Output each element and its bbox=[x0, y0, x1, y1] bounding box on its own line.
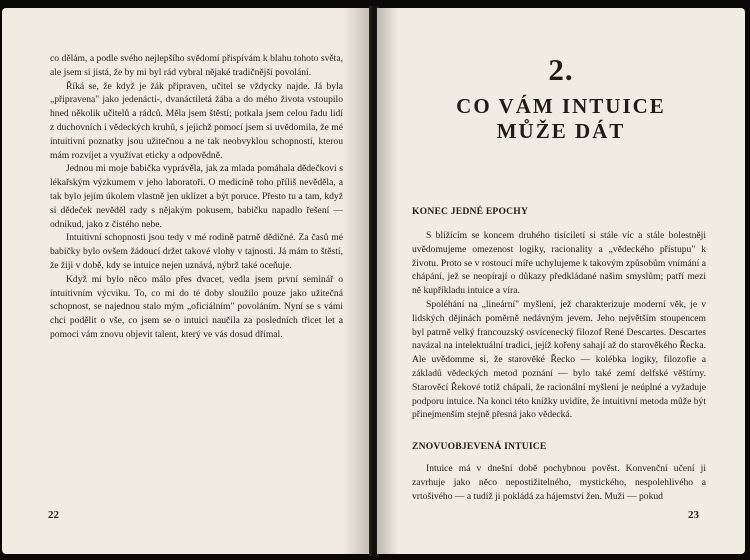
section-heading: KONEC JEDNÉ EPOCHY bbox=[412, 206, 529, 217]
right-page-shadow bbox=[377, 8, 399, 554]
chapter-title-line: MŮŽE DÁT bbox=[496, 119, 626, 143]
paragraph: S blížícím se koncem druhého tisíciletí si stále víc a stále bolestněji uvědomujeme omezenost logiky, racionality a „vědeckého přístupu" k životu. Proto se v rostoucí míře uchylujeme k takovým způsobům vnímání a chápání, jež se neopírají o důkazy předkládané našim smyslům; patří mezi ně kupříkladu intuice a víra. bbox=[412, 230, 706, 297]
left-page-text bbox=[50, 52, 343, 342]
page-number-right: 23 bbox=[688, 509, 699, 521]
left-page-shadow bbox=[343, 8, 371, 554]
paragraph: Intuice má v dnešní době pochybnou pověst. Konvenční učení ji zavrhuje jako něco nepostižitelného, mystického, nespolehlivého a vrtošivého — a tudíž ji pokládá za hájemství žen. Muži — pokud bbox=[412, 463, 706, 502]
paragraph: Jednou mi moje babička vyprávěla, jak za mlada pomáhala dědečkovi s lékařským výzkumem v jeho laboratoři. O medicíně toho příliš nevěděla, a tak bylo jejím úkolem vlastně jen uklízet a být poruce. Přesto tu a tam, když si dědeček nevěděl rady s nějakým pokusem, babičku napadlo řešení — odnikud, jako z čistého nebe. bbox=[50, 163, 343, 230]
paragraph: co dělám, a podle svého nejlepšího svědomí přispívám k blahu tohoto světa, ale jsem si jistá, že by mi byl rád vybral nějaké tradičnější povolání. bbox=[50, 53, 343, 78]
page-number-left: 22 bbox=[48, 509, 59, 521]
chapter-title-line: CO VÁM INTUICE bbox=[456, 94, 666, 118]
chapter-title bbox=[377, 94, 745, 144]
paragraph: Intuitivní schopnosti jsou tedy v mé rodině patrně dědičné. Za časů mé babičky bylo ovšem žádoucí držet takové vlohy v tajnosti. Já mám to štěstí, že žiji v době, kdy se intuice nejen uznává, nýbrž také oceňuje. bbox=[50, 232, 343, 271]
chapter-number: 2. bbox=[548, 52, 574, 87]
section-body bbox=[412, 229, 706, 422]
section-body bbox=[412, 462, 706, 503]
paragraph: Spoléhání na „lineární" myšlení, jež charakterizuje moderní věk, je v lidských dějinách poměrně nedávným jevem. Jeho největším stoupencem byl patrně velký francouzský osvícenecký filozof René Descartes. Descartes navázal na intelektuální tradici, jejíž kořeny sahají až do starověkého Řecka. Ale uvědomme si, že starověké Řecko — kolébka logiky, filozofie a základů vědeckých metod poznání — bylo také zemí delfské věštírny. Starověcí Řekové totiž chápali, že racionální myšlení je neúplné a vyžaduje podporu intuice. Na konci této knížky uvidíte, že intuitivní metoda může být přinejmenším stejně přesná jako vědecká. bbox=[412, 298, 706, 421]
section-heading: ZNOVUOBJEVENÁ INTUICE bbox=[412, 441, 547, 452]
paragraph: Říká se, že když je žák připraven, učitel se vždycky najde. Já byla „připravena" jako jedenácti-, dvanáctiletá žába a do mého života vstoupilo hned několik učitelů a rádců. Měla jsem štěstí; potkala jsem celou řadu lidí z duchovních i vědeckých kruhů, s jejichž pomocí jsem si uvědomila, že mé intuitivní poznatky jsou užitečnou a ne tak neobvyklou schopností, kterou mám rozvíjet a využívat eticky a odpovědně. bbox=[50, 80, 343, 161]
paragraph: Když mi bylo něco málo přes dvacet, vedla jsem první seminář o intuitivním výcviku. To, co mi do té doby sloužilo pouze jako užitečná schopnost, se najednou stalo mým „oficiálním" povoláním. Nyní se s vámi chci podělit o vše, co jsem se o intuici naučila za posledních třicet let a pomoci vám znovu objevit talent, který ve vás dosud dřímal. bbox=[50, 273, 343, 340]
